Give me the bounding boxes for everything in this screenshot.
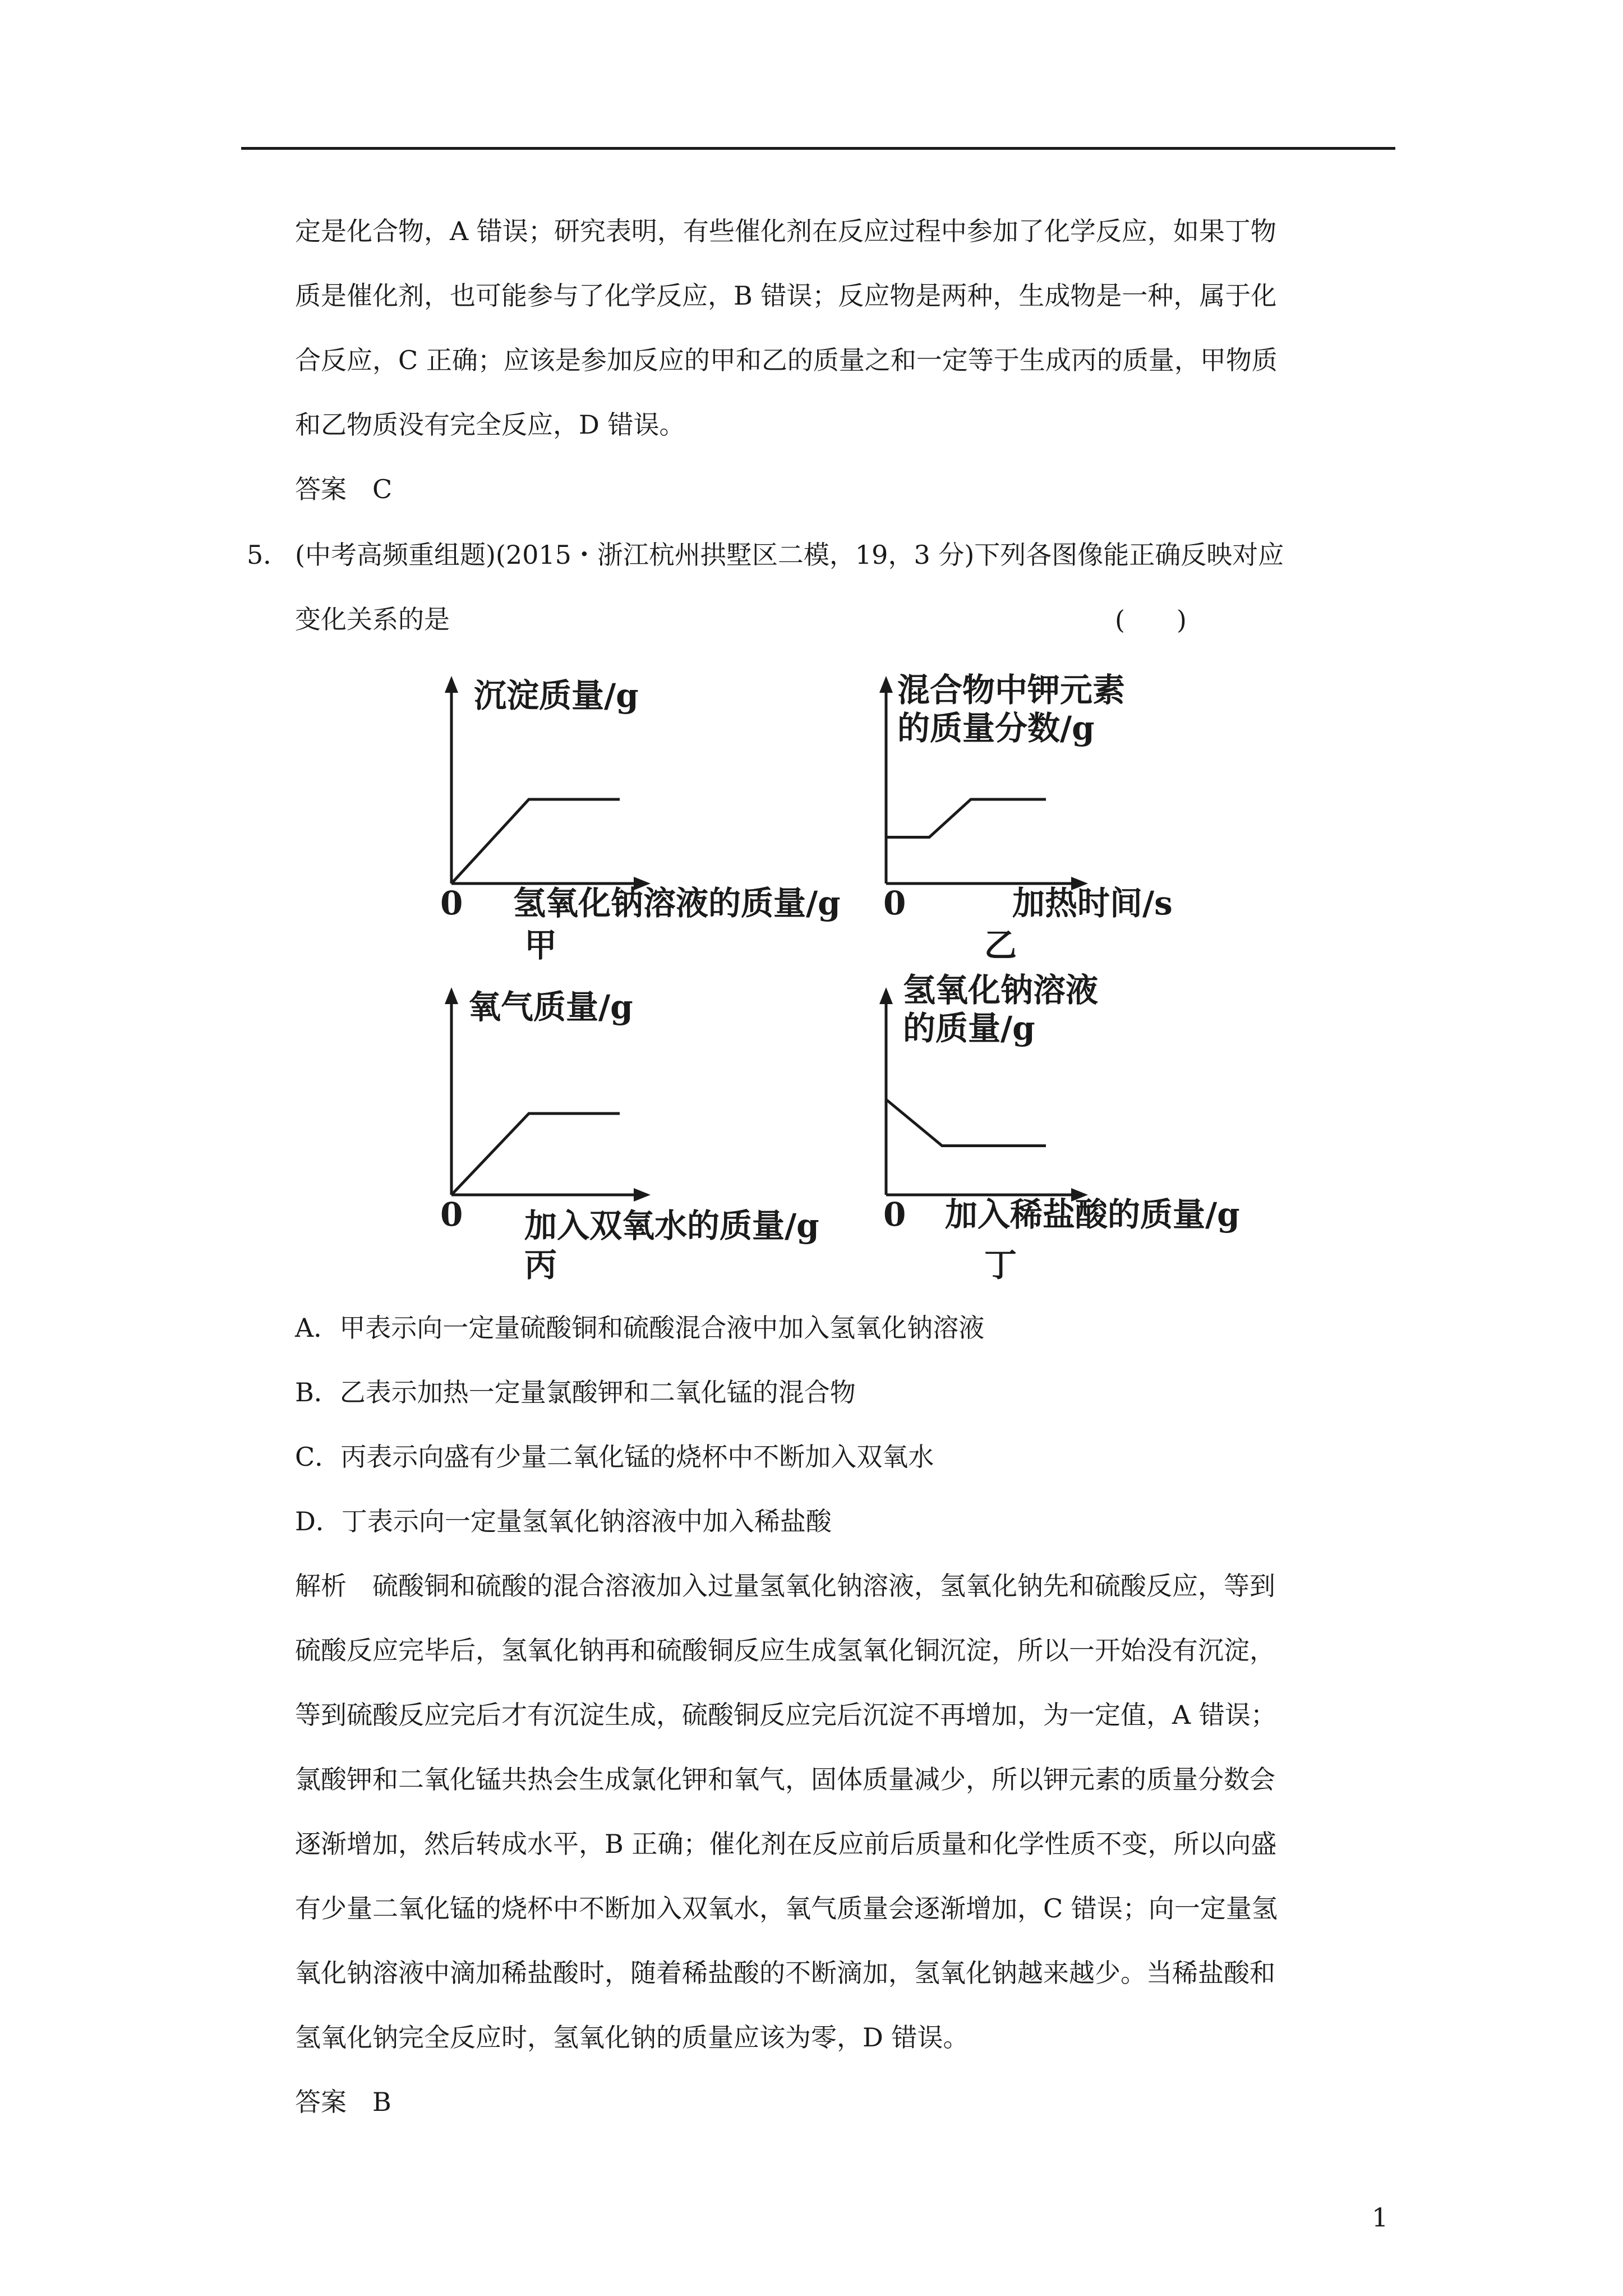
- y-axis-label-line1: 混合物中钾元素: [897, 671, 1126, 709]
- chart-ding: [864, 971, 1267, 1299]
- origin-label: 0: [440, 884, 463, 922]
- chart-jia: [426, 673, 875, 987]
- question-stem: [295, 523, 1394, 652]
- option-d: D．丁表示向一定量氢氧化钠溶液中加入稀盐酸: [295, 1506, 832, 1536]
- x-axis-label: 氢氧化钠溶液的质量/g: [513, 884, 841, 922]
- y-axis-label-line2: 的质量分数/g: [897, 709, 1095, 747]
- y-axis-label-line2: 的质量/g: [903, 1009, 1035, 1047]
- y-axis-label: 沉淀质量/g: [474, 677, 639, 715]
- x-axis-label: 加热时间/s: [1012, 884, 1173, 922]
- answer-line: 答案 B: [295, 2087, 391, 2117]
- text-line: 定是化合物，A 错误；研究表明，有些催化剂在反应过程中参加了化学反应，如果丁物: [295, 216, 1276, 246]
- chart-caption: 乙: [984, 926, 1017, 964]
- chart-bing: [426, 984, 875, 1299]
- text-line: (中考高频重组题)(2015・浙江杭州拱墅区二模，19，3 分)下列各图像能正确反映对应: [295, 540, 1284, 570]
- text-line: 变化关系的是: [295, 604, 450, 634]
- x-axis-arrow: [634, 1188, 651, 1202]
- text-line: 等到硫酸反应完后才有沉淀生成，硫酸铜反应完后沉淀不再增加，为一定值，A 错误；: [295, 1700, 1276, 1730]
- y-axis-label: 氧气质量/g: [468, 988, 633, 1026]
- data-line: [886, 799, 1046, 838]
- x-axis-label: 加入双氧水的质量/g: [524, 1207, 819, 1245]
- answer-line: 答案 C: [295, 474, 393, 504]
- origin-label: 0: [440, 1195, 463, 1234]
- option-b: B．乙表示加热一定量氯酸钾和二氧化锰的混合物: [295, 1377, 856, 1407]
- prev-analysis: [295, 199, 1394, 522]
- answer-bracket: ( ): [1115, 605, 1187, 635]
- text-line: 逐渐增加，然后转成水平，B 正确；催化剂在反应前后质量和化学性质不变，所以向盛: [295, 1829, 1277, 1859]
- y-axis-label-line1: 氢氧化钠溶液: [903, 971, 1099, 1009]
- chart-caption: 丁: [984, 1246, 1017, 1284]
- y-axis-arrow: [445, 676, 458, 693]
- origin-label: 0: [883, 1195, 906, 1234]
- text-line: 有少量二氧化锰的烧杯中不断加入双氧水，氧气质量会逐渐增加，C 错误；向一定量氢: [295, 1893, 1278, 1924]
- chart-bing-svg: [426, 984, 875, 1299]
- text-line: 氧化钠溶液中滴加稀盐酸时，随着稀盐酸的不断滴加，氢氧化钠越来越少。当稀盐酸和: [295, 1958, 1275, 1988]
- y-axis-arrow: [445, 987, 458, 1004]
- analysis: [295, 1554, 1394, 2134]
- chart-yi-svg: [864, 673, 1267, 987]
- origin-label: 0: [883, 884, 906, 922]
- chart-caption: 甲: [524, 926, 557, 964]
- text-line: 和乙物质没有完全反应，D 错误。: [295, 409, 685, 440]
- page-number: 1: [1372, 2202, 1389, 2233]
- chart-caption: 丙: [524, 1246, 557, 1284]
- text-line: 解析 硫酸铜和硫酸的混合溶液加入过量氢氧化钠溶液，氢氧化钠先和硫酸反应，等到: [295, 1571, 1275, 1601]
- text-line: 硫酸反应完毕后，氢氧化钠再和硫酸铜反应生成氢氧化铜沉淀，所以一开始没有沉淀，: [295, 1635, 1275, 1665]
- text-line: 质是催化剂，也可能参与了化学反应，B 错误；反应物是两种，生成物是一种，属于化: [295, 280, 1277, 311]
- x-axis-label: 加入稀盐酸的质量/g: [945, 1195, 1240, 1234]
- header-rule: [241, 147, 1395, 150]
- text-line: 氢氧化钠完全反应时，氢氧化钠的质量应该为零，D 错误。: [295, 2022, 969, 2053]
- option-a: A．甲表示向一定量硫酸铜和硫酸混合液中加入氢氧化钠溶液: [295, 1313, 985, 1343]
- option-c: C．丙表示向盛有少量二氧化锰的烧杯中不断加入双氧水: [295, 1442, 934, 1472]
- y-axis-arrow: [879, 987, 893, 1004]
- chart-ding-svg: [864, 971, 1267, 1299]
- chart-yi: [864, 673, 1267, 987]
- data-line: [451, 1114, 620, 1195]
- data-line: [886, 1099, 1046, 1146]
- text-line: 氯酸钾和二氧化锰共热会生成氯化钾和氧气，固体质量减少，所以钾元素的质量分数会: [295, 1764, 1275, 1795]
- chart-jia-svg: [426, 673, 875, 987]
- question-number: 5．: [247, 540, 289, 570]
- y-axis-arrow: [879, 676, 893, 693]
- data-line: [451, 799, 620, 884]
- text-line: 合反应，C 正确；应该是参加反应的甲和乙的质量之和一定等于生成丙的质量，甲物质: [295, 345, 1278, 375]
